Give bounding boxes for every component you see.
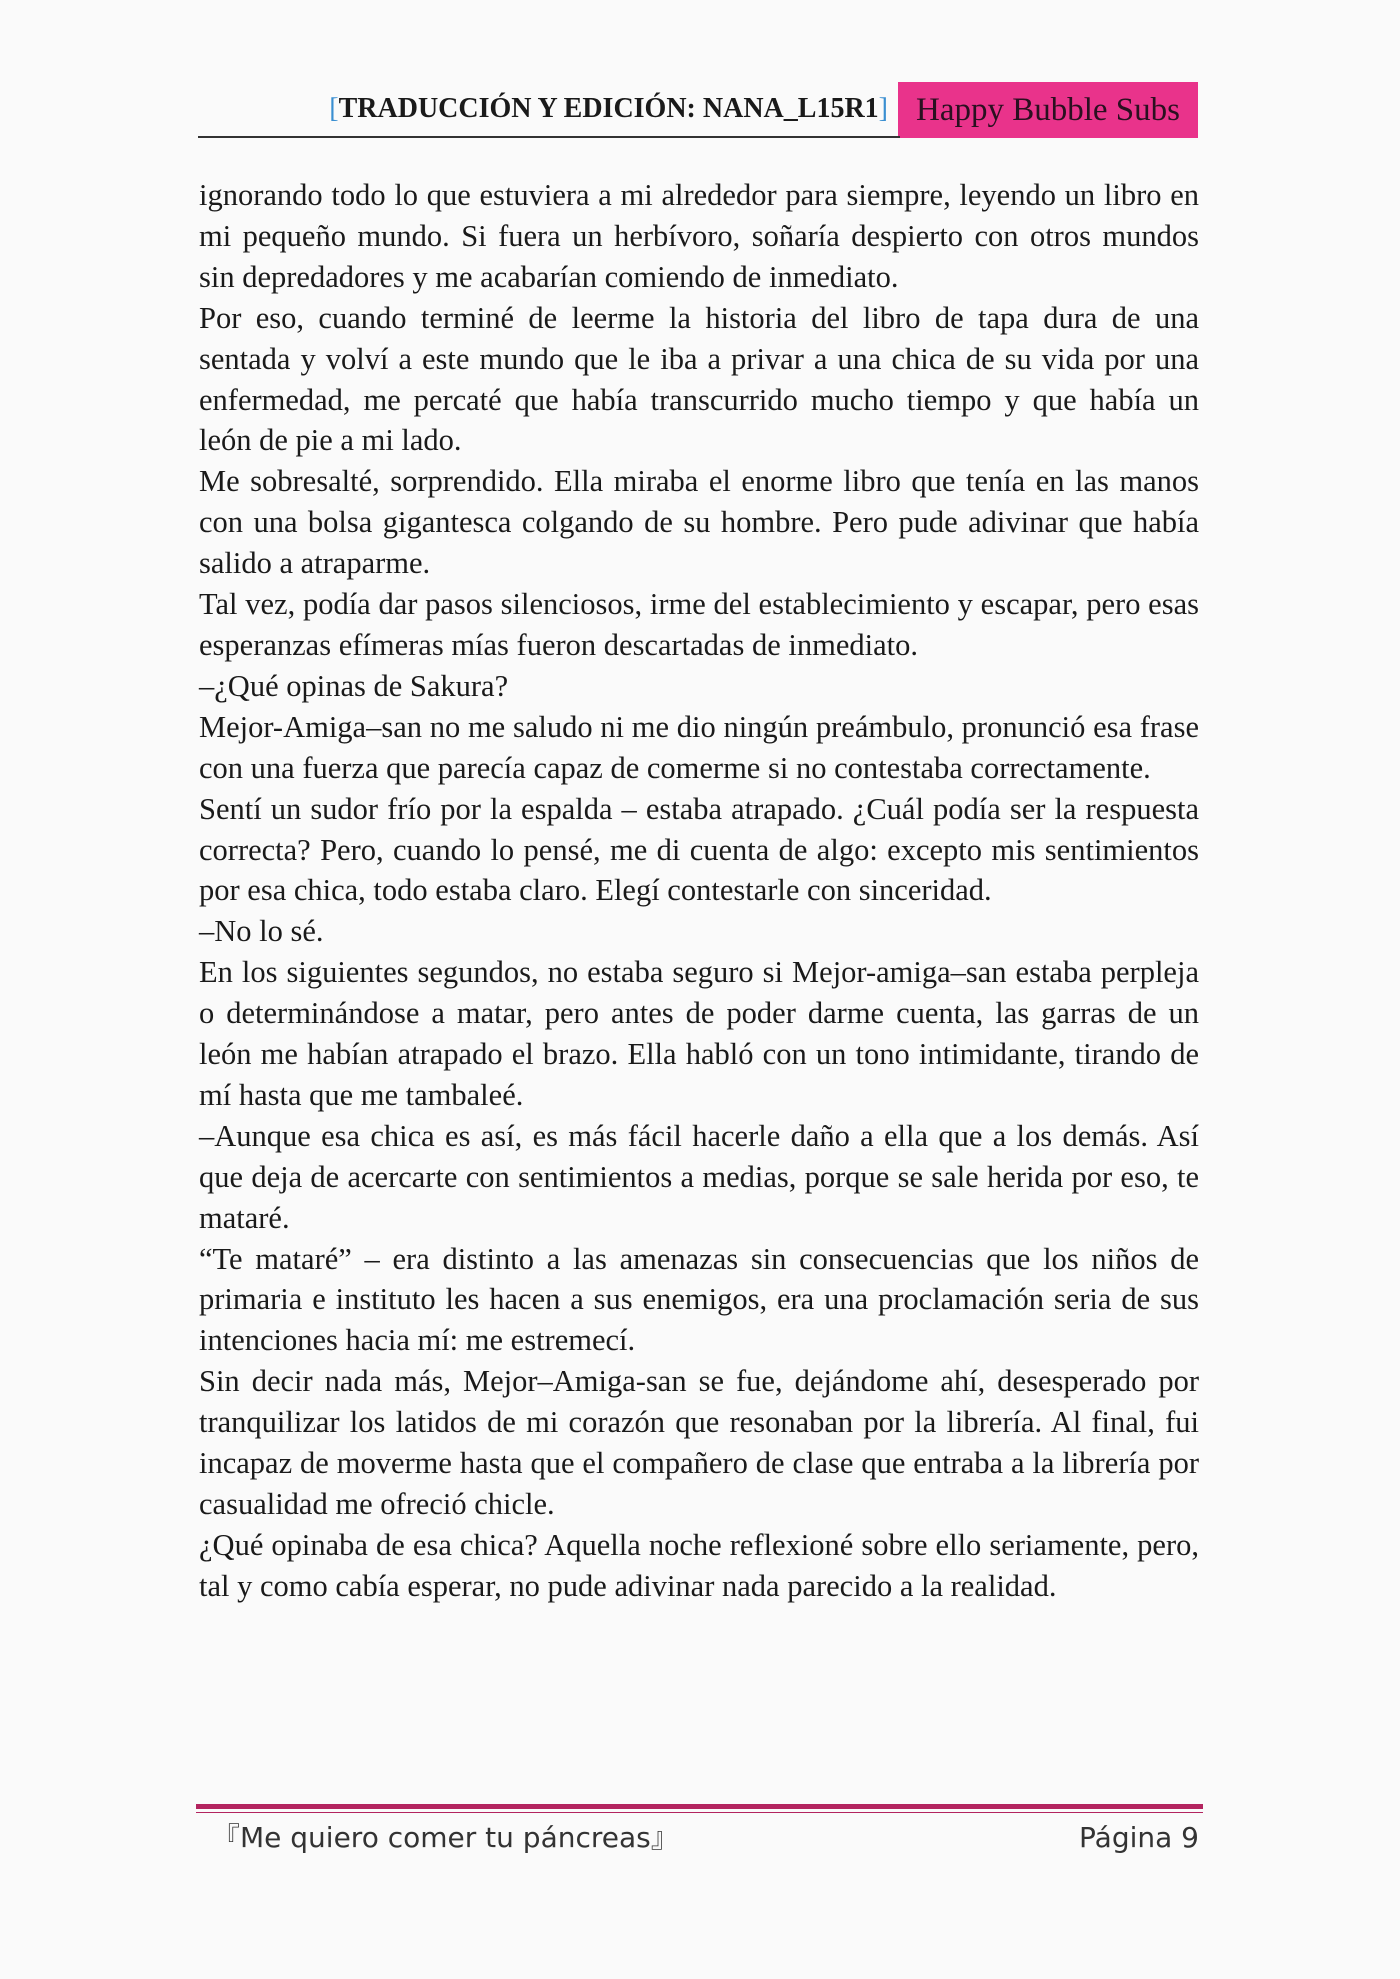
paragraph: Sin decir nada más, Mejor–Amiga-san se fue, dejándome ahí, desesperado por tranquilizar los latidos de mi corazón que resonaban por la librería. Al final, fui incapaz de moverme hasta que el compañero de clase que entraba a la librería por casualidad me ofreció chicle. [199, 1364, 1199, 1521]
paragraph: Mejor-Amiga–san no me saludo ni me dio ningún preámbulo, pronunció esa frase con una fuerza que parecía capaz de comerme si no contestaba correctamente. [199, 709, 1199, 785]
page-header [198, 82, 1200, 138]
header-open-bracket: [ [329, 93, 339, 124]
paragraph: Tal vez, podía dar pasos silenciosos, irme del establecimiento y escapar, pero esas esperanzas efímeras mías fueron descartadas de inmediato. [199, 587, 1199, 662]
paragraph: ¿Qué opinaba de esa chica? Aquella noche reflexioné sobre ello seriamente, pero, tal y como cabía esperar, no pude adivinar nada parecido a la realidad. [199, 1527, 1199, 1603]
footer-page-number: Página 9 [1079, 1821, 1199, 1854]
footer-book-title: 『Me quiero comer tu páncreas』 [212, 1821, 679, 1854]
header-badge: Happy Bubble Subs [898, 82, 1198, 138]
paragraph: Por eso, cuando terminé de leerme la historia del libro de tapa dura de una sentada y volví a este mundo que le iba a privar a una chica de su vida por una enfermedad, me percaté que había transcurrido mucho tiempo y que había un león de pie a mi lado. [199, 300, 1199, 458]
paragraph: “Te mataré” – era distinto a las amenazas sin consecuencias que los niños de primaria e instituto les hacen a sus enemigos, era una proclamación seria de sus intenciones hacia mí: me estremecí. [199, 1241, 1199, 1358]
paragraph: Sentí un sudor frío por la espalda – estaba atrapado. ¿Cuál podía ser la respuesta correcta? Pero, cuando lo pensé, me di cuenta de algo: excepto mis sentimientos por esa chica, todo estaba claro. Elegí contestarle con sinceridad. [199, 791, 1199, 908]
paragraph: Me sobresalté, sorprendido. Ella miraba el enorme libro que tenía en las manos con una bolsa gigantesca colgando de su hombre. Pero pude adivinar que había salido a atraparme. [199, 464, 1199, 581]
header-title: TRADUCCIÓN Y EDICIÓN: NANA_L15R1 [338, 93, 879, 124]
footer-rule-thin [196, 1812, 1203, 1813]
paragraph: –Aunque esa chica es así, es más fácil hacerle daño a ella que a los demás. Así que deja de acercarte con sentimientos a medias, porque se sale herida por eso, te mataré. [199, 1118, 1199, 1235]
footer-rule-thick [196, 1804, 1203, 1809]
body-text [199, 175, 1199, 1607]
paragraph: En los siguientes segundos, no estaba seguro si Mejor-amiga–san estaba perpleja o determinándose a matar, pero antes de poder darme cuenta, las garras de un león me habían atrapado el brazo. Ella habló con un tono intimidante, tirando de mí hasta que me tambaleé. [199, 955, 1199, 1112]
header-credit [329, 92, 888, 126]
paragraph: ignorando todo lo que estuviera a mi alrededor para siempre, leyendo un libro en mi pequeño mundo. Si fuera un herbívoro, soñaría despierto con otros mundos sin depredadores y me acabarían comiendo de inmediato. [199, 178, 1199, 294]
paragraph: –¿Qué opinas de Sakura? [199, 668, 509, 703]
header-close-bracket: ] [878, 93, 888, 124]
paragraph: –No lo sé. [199, 914, 324, 949]
header-rule [198, 136, 900, 138]
